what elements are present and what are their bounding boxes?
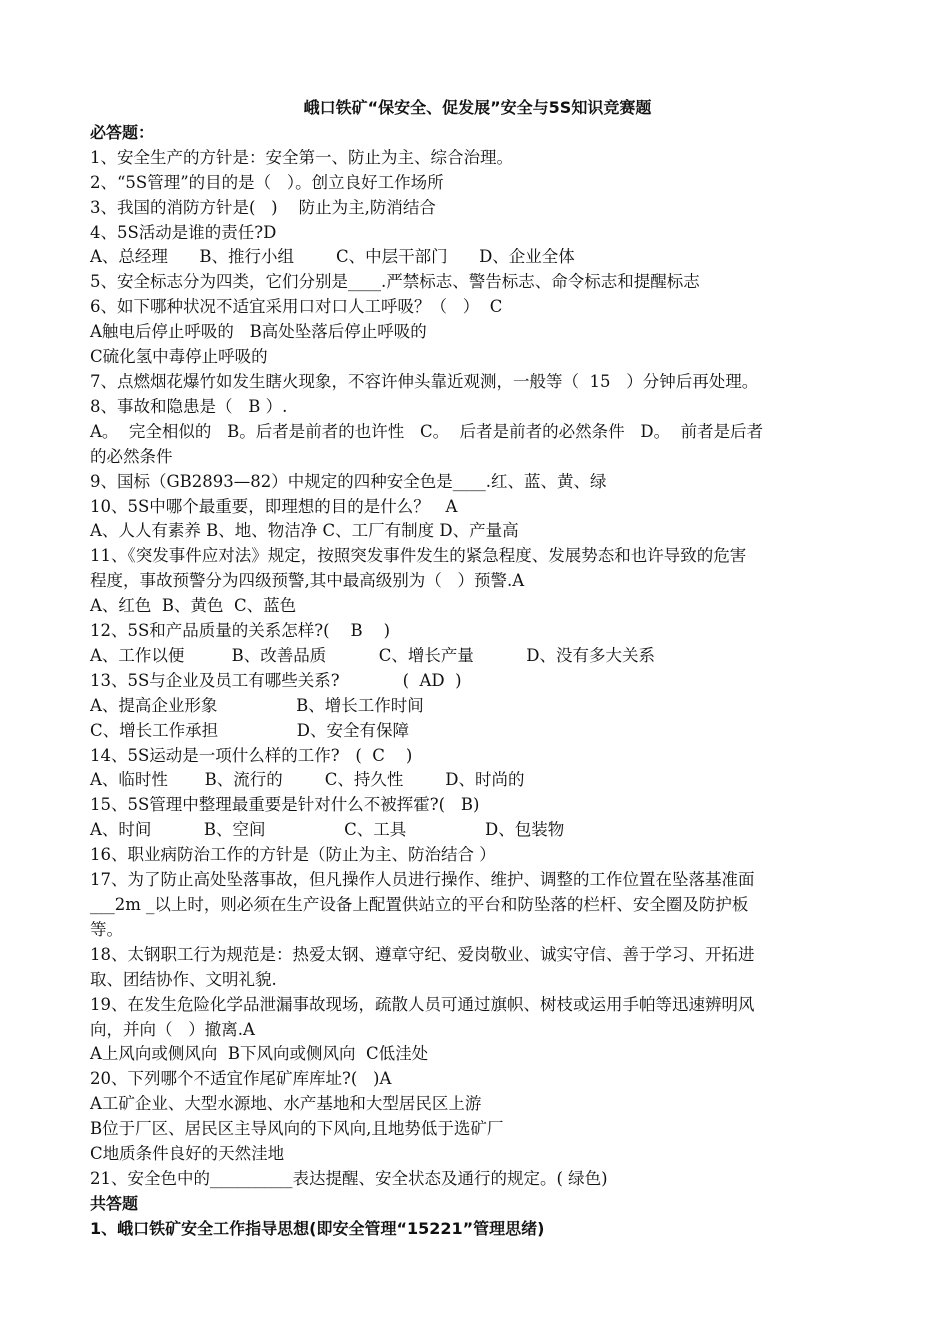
shared-question-1: 1、峨口铁矿安全工作指导思想(即安全管理“15221”管理思绪) bbox=[90, 1218, 545, 1238]
text-line: C地质条件良好的天然洼地 bbox=[90, 1144, 285, 1164]
text-line: 2、“5S管理”的目的是（ ）。创立良好工作场所 bbox=[90, 172, 444, 192]
text-line: C、增长工作承担 D、安全有保障 bbox=[90, 720, 410, 740]
text-line: 9、国标（GB2893—82）中规定的四种安全色是____.红、蓝、黄、绿 bbox=[90, 471, 607, 491]
text-line: 向，并向（ ）撤离.A bbox=[90, 1019, 255, 1039]
text-line: 19、在发生危险化学品泄漏事故现场，疏散人员可通过旗帜、树枝或运用手帕等迅速辨明风 bbox=[90, 994, 755, 1014]
text-line: 取、团结协作、文明礼貌. bbox=[90, 969, 277, 989]
text-line: 20、下列哪个不适宜作尾矿库库址?( )A bbox=[90, 1069, 392, 1089]
text-line: 3、我国的消防方针是( ) 防止为主,防消结合 bbox=[90, 197, 436, 217]
text-line: 21、安全色中的__________表达提醒、安全状态及通行的规定。( 绿色) bbox=[90, 1168, 608, 1188]
text-line: 7、点燃烟花爆竹如发生瞎火现象，不容许伸头靠近观测，一般等（ 15 ）分钟后再处理。 bbox=[90, 371, 759, 391]
document-page bbox=[90, 96, 865, 1242]
text-line: 12、5S和产品质量的关系怎样?( B ) bbox=[90, 621, 391, 641]
text-line: A触电后停止呼吸的 B高处坠落后停止呼吸的 bbox=[90, 322, 427, 342]
text-line: A。 完全相似的 B。后者是前者的也许性 C。 后者是前者的必然条件 D。 前者是后者 bbox=[90, 421, 764, 441]
section-heading-required: 必答题： bbox=[90, 122, 155, 142]
text-line: A、工作以便 B、改善品质 C、增长产量 D、没有多大关系 bbox=[90, 645, 655, 665]
text-line: 17、为了防止高处坠落事故，但凡操作人员进行操作、维护、调整的工作位置在坠落基准面 bbox=[90, 870, 755, 890]
text-line: 4、5S活动是谁的责任?D bbox=[90, 222, 277, 242]
text-line: A、时间 B、空间 C、工具 D、包装物 bbox=[90, 820, 565, 840]
text-line: C硫化氢中毒停止呼吸的 bbox=[90, 347, 268, 367]
text-line: 11、《突发事件应对法》规定，按照突发事件发生的紧急程度、发展势态和也许导致的危害 bbox=[90, 546, 747, 566]
section-heading-shared: 共答题 bbox=[90, 1193, 139, 1213]
text-line: 6、如下哪种状况不适宜采用口对口人工呼吸？（ ） C bbox=[90, 297, 503, 317]
text-line: 程度，事故预警分为四级预警,其中最高级别为（ ）预警.A bbox=[90, 571, 525, 591]
text-line: A、提高企业形象 B、增长工作时间 bbox=[90, 695, 424, 715]
text-line: A、人人有素养 B、地、物洁净 C、工厂有制度 D、产量高 bbox=[90, 521, 519, 541]
text-line: A、总经理 B、推行小组 C、中层干部门 D、企业全体 bbox=[90, 247, 575, 267]
text-line: 的必然条件 bbox=[90, 446, 173, 466]
text-line: A、红色 B、黄色 C、蓝色 bbox=[90, 596, 297, 616]
text-line: 8、事故和隐患是（ B ）. bbox=[90, 396, 288, 416]
text-line: 15、5S管理中整理最重要是针对什么不被挥霍?( B) bbox=[90, 795, 480, 815]
text-line: 18、太钢职工行为规范是：热爱太钢、遵章守纪、爱岗敬业、诚实守信、善于学习、开拓进 bbox=[90, 944, 755, 964]
text-line: 10、5S中哪个最重要，即理想的目的是什么？ A bbox=[90, 496, 458, 516]
text-line: B位于厂区、居民区主导风向的下风向,且地势低于选矿厂 bbox=[90, 1119, 504, 1139]
text-line: 14、5S运动是一项什么样的工作? ( C ) bbox=[90, 745, 413, 765]
text-line: A工矿企业、大型水源地、水产基地和大型居民区上游 bbox=[90, 1094, 482, 1114]
text-line: 5、安全标志分为四类，它们分别是____.严禁标志、警告标志、命令标志和提醒标志 bbox=[90, 272, 700, 292]
text-line: A、临时性 B、流行的 C、持久性 D、时尚的 bbox=[90, 770, 525, 790]
question-list bbox=[90, 146, 865, 1192]
text-line: 等。 bbox=[90, 919, 123, 939]
text-line: 16、职业病防治工作的方针是（防止为主、防治结合 ） bbox=[90, 845, 496, 865]
text-line: ___2m _以上时，则必须在生产设备上配置供站立的平台和防坠落的栏杆、安全圈及防护板 bbox=[90, 895, 749, 914]
text-line: A上风向或侧风向 B下风向或侧风向 C低洼处 bbox=[90, 1044, 429, 1064]
text-line: 13、5S与企业及员工有哪些关系? ( AD ) bbox=[90, 670, 462, 690]
document-title: 峨口铁矿“保安全、促发展”安全与5S知识竞赛题 bbox=[303, 98, 652, 117]
text-line: 1、安全生产的方针是：安全第一、防止为主、综合治理。 bbox=[90, 147, 513, 167]
